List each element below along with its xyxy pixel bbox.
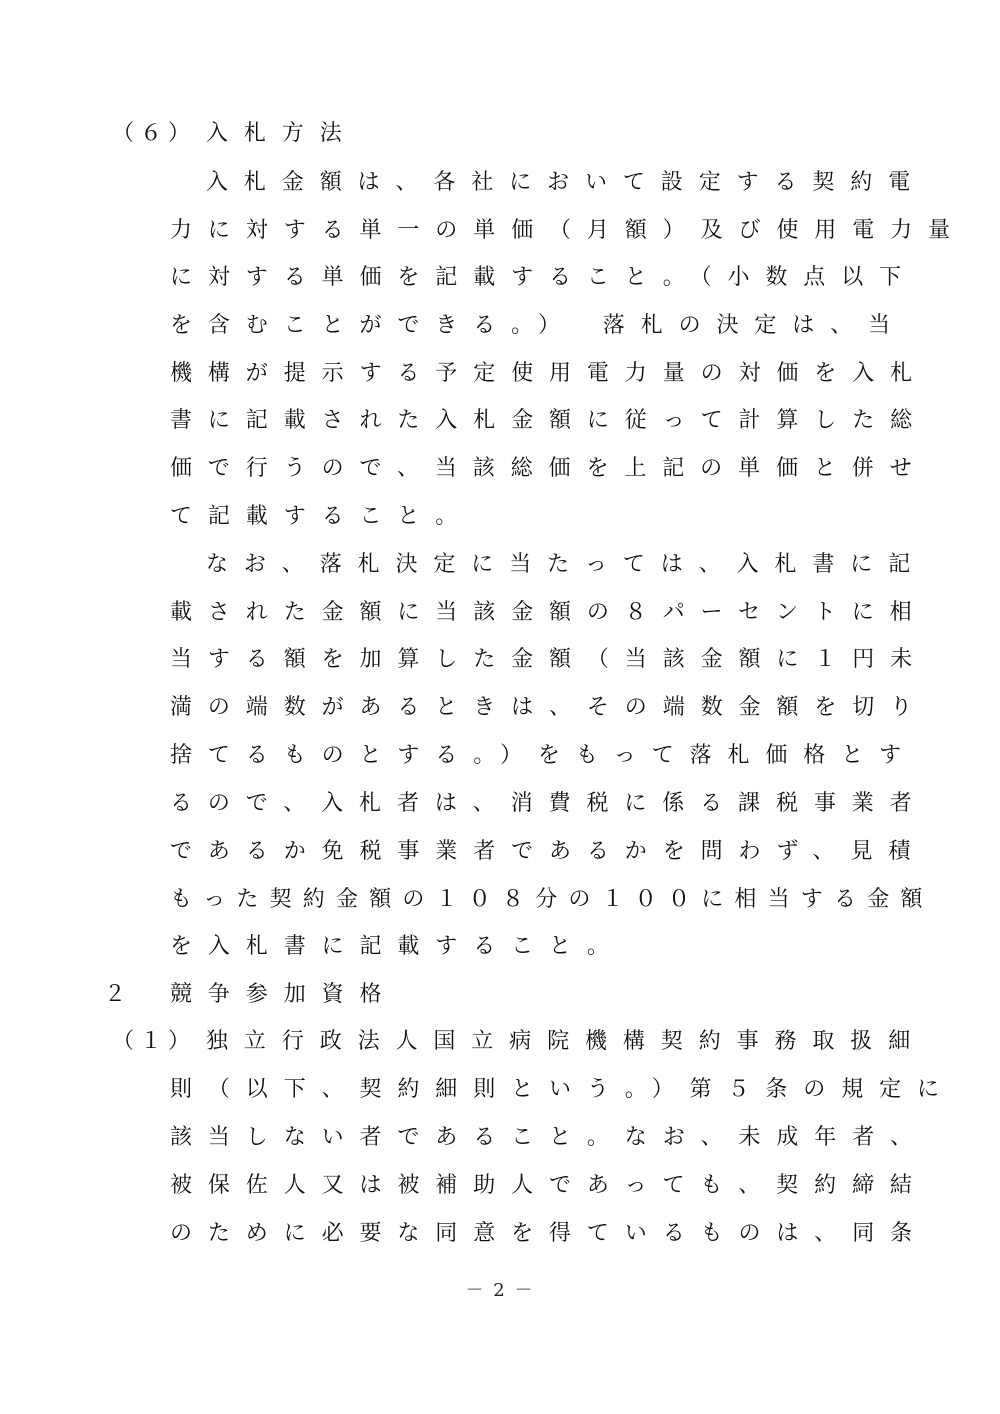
- section-6-number: （６）: [112, 121, 197, 146]
- section-6-heading: 入札方法: [206, 121, 358, 146]
- section-2-heading: 競争参加資格: [170, 982, 398, 1007]
- section-2-1-number: （１）: [112, 1029, 197, 1054]
- page-number: － 2 －: [465, 1280, 535, 1301]
- section-2-number: ２: [104, 982, 127, 1007]
